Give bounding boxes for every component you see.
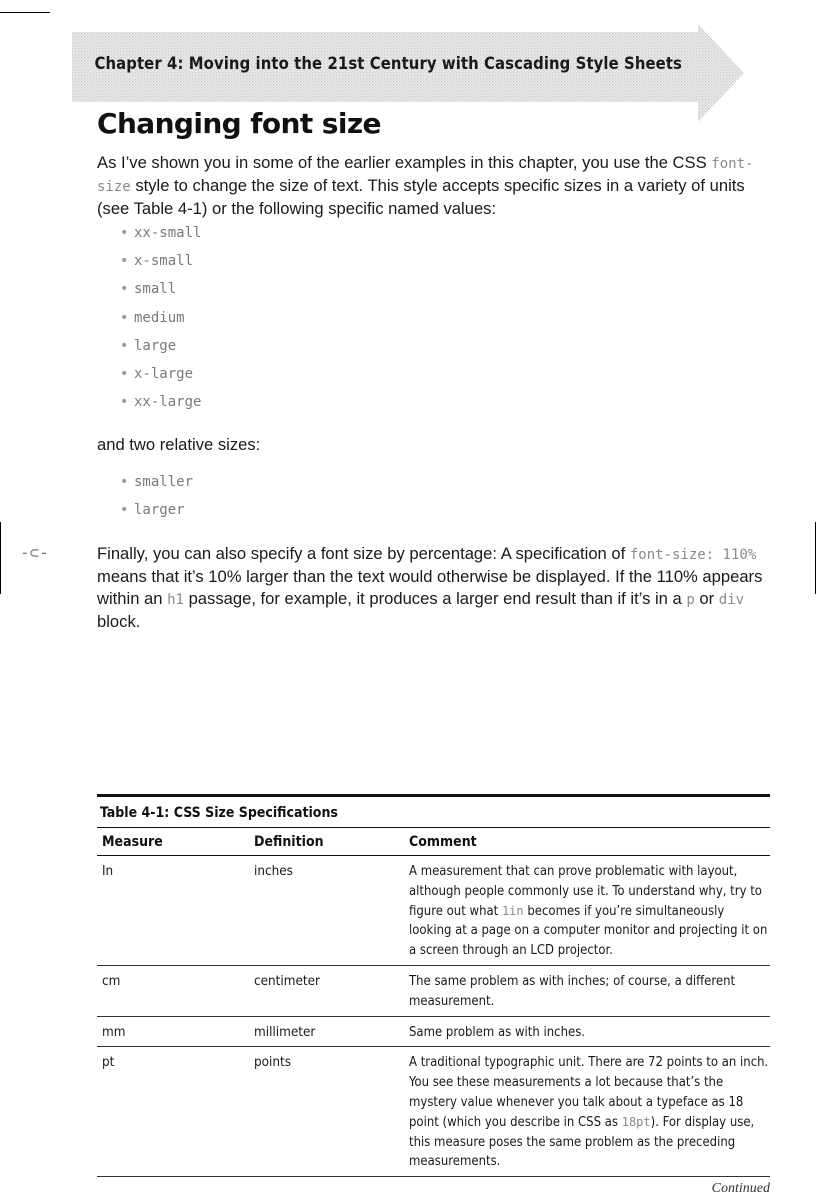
table-caption: Table 4-1: CSS Size Specifications bbox=[97, 794, 770, 827]
list-item-text: x-small bbox=[134, 253, 194, 270]
column-header-definition: Definition bbox=[254, 833, 324, 850]
measure-cell: cm bbox=[102, 973, 121, 989]
comment-text-a: A traditional typographic unit. There are 72 points to an inch. You see these measurements a lot because that’s the mystery value whenever you talk about a typeface as 18 point (which you describe in CSS as bbox=[409, 1055, 769, 1130]
comment-text-a: Same problem as with inches. bbox=[409, 1024, 585, 1040]
column-header-comment: Comment bbox=[409, 833, 477, 850]
comment-cell bbox=[409, 1017, 770, 1047]
comment-code: 1in bbox=[501, 903, 524, 918]
list-item bbox=[120, 394, 201, 422]
comment-text-b: becomes if you’re simultaneously looking at a page on a computer monitor and projecting it on a screen through an LCD projector. bbox=[409, 903, 768, 959]
chapter-label: Chapter 4: bbox=[94, 54, 184, 73]
intro-text-a: As I’ve shown you in some of the earlier examples in this chapter, you use the CSS bbox=[97, 153, 712, 172]
comment-text-a: A measurement that can prove problematic with layout, although people commonly use it. To understand why, try to figure out what bbox=[409, 864, 762, 919]
definition-cell: inches bbox=[254, 864, 293, 879]
percentage-code-2: h1 bbox=[167, 592, 184, 608]
intro-text-b: style to change the size of text. This style accepts specific sizes in a variety of units (see Table 4-1) or the following specific named values: bbox=[97, 176, 745, 218]
comment-code: 18pt bbox=[621, 1114, 651, 1129]
definition-cell: points bbox=[254, 1055, 292, 1071]
table-row bbox=[97, 856, 770, 966]
intro-code: font-size bbox=[97, 156, 754, 195]
continued-label: Continued bbox=[711, 1181, 770, 1197]
list-item bbox=[120, 502, 193, 530]
measure-cell: pt bbox=[102, 1055, 115, 1071]
relative-sizes-intro: and two relative sizes: bbox=[97, 435, 261, 454]
percentage-text-5: block. bbox=[97, 612, 141, 631]
bullet-icon: • bbox=[120, 394, 129, 411]
percentage-text-4: or bbox=[694, 589, 719, 608]
named-values-list bbox=[120, 225, 201, 422]
percentage-text-3: passage, for example, it produces a larger end result than if it’s in a bbox=[183, 589, 687, 608]
bullet-icon: • bbox=[120, 225, 129, 241]
bullet-icon: • bbox=[120, 253, 129, 270]
comment-text-b: ). For display use, this measure poses the same problem as the preceding measurements. bbox=[409, 1114, 755, 1170]
percentage-code-1: font-size: 110% bbox=[629, 547, 757, 563]
list-item-text: x-large bbox=[134, 365, 194, 382]
percentage-code-3: p bbox=[686, 592, 695, 608]
list-item-text: small bbox=[134, 281, 177, 298]
table-header-row bbox=[97, 827, 770, 856]
comment-text-a: The same problem as with inches; of course, a different measurement. bbox=[409, 973, 736, 1009]
chapter-title: Moving into the 21st Century with Cascading Style Sheets bbox=[188, 54, 682, 73]
comment-cell bbox=[409, 856, 770, 965]
list-item bbox=[120, 253, 201, 281]
measure-cell: mm bbox=[102, 1024, 126, 1040]
measure-cell: In bbox=[102, 864, 114, 879]
list-item-text: medium bbox=[134, 309, 185, 326]
list-item-text: xx-large bbox=[134, 394, 202, 411]
bullet-icon: • bbox=[120, 281, 129, 298]
table-row bbox=[97, 1017, 770, 1048]
list-item-text: xx-small bbox=[134, 225, 202, 241]
table-row bbox=[97, 966, 770, 1017]
column-header-measure: Measure bbox=[102, 833, 163, 850]
percentage-paragraph bbox=[97, 543, 777, 633]
list-item bbox=[120, 310, 201, 338]
list-item bbox=[120, 366, 201, 394]
comment-cell bbox=[409, 1047, 770, 1176]
css-size-table bbox=[97, 794, 770, 1197]
bullet-icon: • bbox=[120, 502, 129, 519]
relative-values-list bbox=[120, 474, 193, 530]
registration-mark-icon: -⊂- bbox=[20, 543, 49, 562]
bullet-icon: • bbox=[120, 337, 129, 354]
bullet-icon: • bbox=[120, 309, 129, 326]
definition-cell: centimeter bbox=[254, 973, 320, 989]
percentage-text-2: means that it’s 10% larger than the text would otherwise be displayed. If the 110% appears within an bbox=[97, 567, 763, 608]
list-item bbox=[120, 338, 201, 366]
percentage-code-4: div bbox=[718, 592, 745, 608]
table-row bbox=[97, 1047, 770, 1177]
definition-cell: millimeter bbox=[254, 1024, 316, 1040]
comment-cell bbox=[409, 966, 770, 1016]
list-item-text: large bbox=[134, 337, 177, 354]
crop-mark-left bbox=[0, 522, 1, 594]
list-item-text: larger bbox=[134, 502, 185, 519]
bullet-icon: • bbox=[120, 365, 129, 382]
percentage-text-1: Finally, you can also specify a font size by percentage: A specification of bbox=[97, 544, 630, 563]
bullet-icon: • bbox=[120, 474, 129, 490]
list-item bbox=[120, 474, 193, 502]
intro-paragraph bbox=[97, 152, 777, 220]
list-item-text: smaller bbox=[134, 474, 194, 490]
list-item bbox=[120, 225, 201, 253]
list-item bbox=[120, 281, 201, 309]
section-title: Changing font size bbox=[97, 107, 381, 140]
chapter-heading bbox=[72, 54, 682, 73]
crop-mark-top bbox=[0, 12, 50, 13]
